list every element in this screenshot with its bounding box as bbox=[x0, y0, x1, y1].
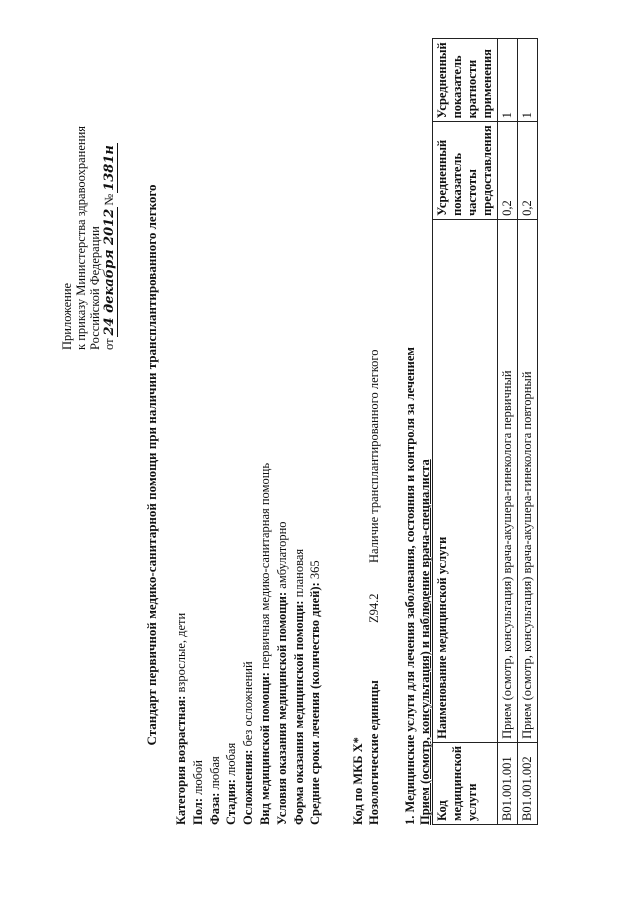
handwritten-date: 24 декабря 2012 bbox=[102, 208, 117, 336]
number-sign: № bbox=[102, 193, 116, 206]
appendix-date-number bbox=[102, 30, 118, 350]
header-name: Наименование медицинской услуги bbox=[433, 219, 498, 742]
section-title: 1. Медицинские услуги для лечения заболевания, состояния и контроля за лечением bbox=[403, 347, 417, 825]
appendix-order-line: к приказу Министерства здравоохранения bbox=[74, 125, 88, 350]
param-care-conditions: Условия оказания медицинской помощи: амбулаторно bbox=[274, 521, 289, 825]
cell-code: B01.001.002 bbox=[518, 742, 538, 824]
icd-row bbox=[366, 349, 382, 825]
header-code: Код медицинской услуги bbox=[433, 742, 498, 824]
services-table bbox=[432, 38, 538, 825]
cell-code: B01.001.001 bbox=[498, 742, 518, 824]
document-title: Стандарт первичной медико-санитарной помощи при наличии трансплантированного легкого bbox=[144, 184, 159, 746]
section-subtitle: Прием (осмотр, консультация) и наблюдение врача-специалиста bbox=[418, 459, 432, 825]
icd-code: Z94.2 bbox=[367, 593, 381, 623]
icd-block bbox=[350, 349, 382, 825]
cell-frequency: 0,2 bbox=[518, 122, 538, 220]
icd-label: Нозологические единицы bbox=[367, 680, 381, 825]
cell-name: Прием (осмотр, консультация) врача-акушера-гинеколога первичный bbox=[498, 219, 518, 742]
param-care-type: Вид медицинской помощи: первичная медико-санитарная помощь bbox=[257, 462, 272, 825]
cell-frequency: 0,2 bbox=[498, 122, 518, 220]
parameters-list bbox=[173, 463, 324, 825]
cell-multiplicity: 1 bbox=[498, 39, 518, 122]
icd-name: Наличие трансплантированного легкого bbox=[367, 349, 381, 563]
from-prefix: от bbox=[102, 338, 116, 350]
appendix-federation-line: Российской Федерации bbox=[88, 226, 102, 350]
table-row bbox=[498, 39, 518, 825]
param-sex: Пол: любой bbox=[190, 760, 205, 825]
table-header-row bbox=[433, 39, 498, 825]
icd-header: Код по МКБ X* bbox=[351, 737, 365, 825]
header-multiplicity: Усредненный показатель кратности применения bbox=[433, 39, 498, 122]
cell-multiplicity: 1 bbox=[518, 39, 538, 122]
table-row bbox=[518, 39, 538, 825]
handwritten-number: 1381н bbox=[102, 145, 117, 191]
appendix-block bbox=[60, 30, 118, 350]
appendix-title: Приложение bbox=[60, 282, 74, 350]
param-phase: Фаза: любая bbox=[207, 756, 222, 825]
param-stage: Стадия: любая bbox=[224, 742, 239, 825]
param-age: Категория возрастная: взрослые, дети bbox=[174, 612, 188, 825]
cell-name: Прием (осмотр, консультация) врача-акушера-гинеколога повторный bbox=[518, 219, 538, 742]
param-duration: Средние сроки лечения (количество дней): 365 bbox=[308, 560, 323, 825]
param-care-form: Форма оказания медицинской помощи: плановая bbox=[291, 548, 306, 825]
section-heading bbox=[403, 347, 433, 825]
header-frequency: Усредненный показатель частоты предоставления bbox=[433, 122, 498, 220]
param-complications: Осложнения: без осложнений bbox=[241, 661, 256, 825]
